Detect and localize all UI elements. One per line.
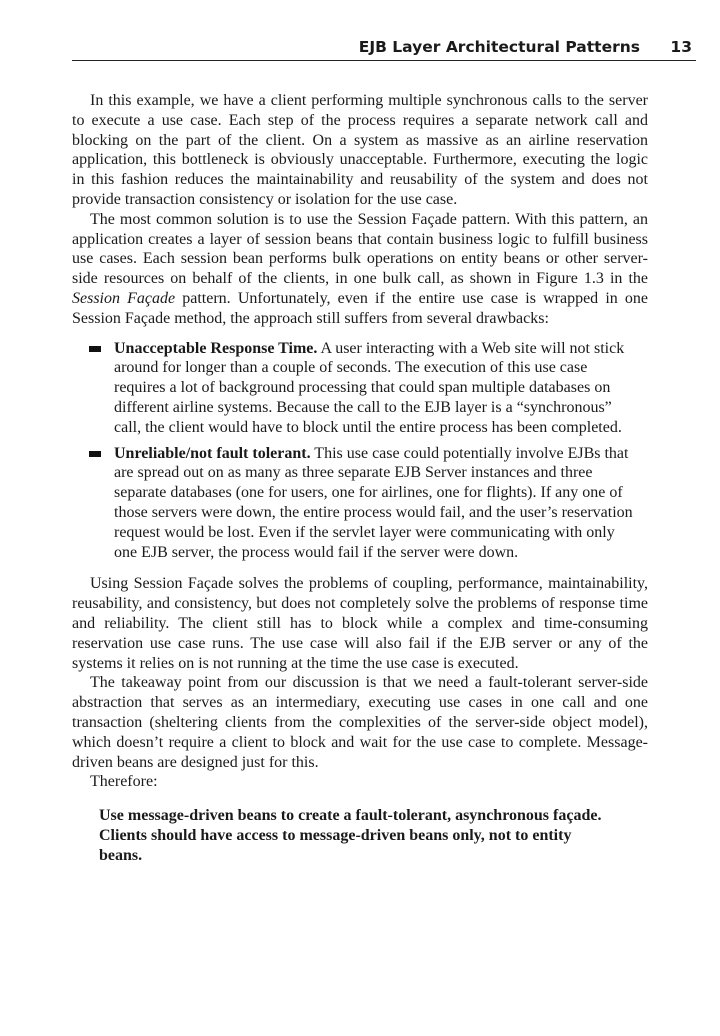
paragraph-intro-2: [72, 210, 648, 329]
paragraph-therefore: Therefore:: [90, 773, 158, 791]
bullet-square-icon: [89, 451, 101, 457]
paragraph-after-1: Using Session Façade solves the problems of coupling, performance, maintainability, reusability, and consistency, but does not completely solve the problems of response time and reliability. The client still has to block while a complex and time-consuming reservation use case runs. The use case will also fail if the EJB server or any of the systems it relies on is not running at the time the use case is executed.: [72, 575, 648, 672]
list-item-text: A user interacting with a Web site will not stick around for longer than a couple of seconds. The execution of this use case requires a lot of background processing that could span multiple databases on different airline systems. Because the call to the EJB layer is a “synchronous” call, the client would have to block until the entire process has been completed.: [114, 339, 625, 436]
drawbacks-list: [72, 339, 648, 563]
paragraph-intro-2-after: pattern. Unfortunately, even if the entire use case is wrapped in one Session Façade method, the approach still suffers from several drawbacks:: [72, 289, 648, 327]
page-number: 13: [670, 38, 692, 56]
running-header: [72, 36, 696, 61]
paragraph-intro-2-before: The most common solution is to use the Session Façade pattern. With this pattern, an application creates a layer of session beans that contain business logic to fulfill business use cases. Each session bean performs bulk operations on entity beans or other server-side resources on behalf of the clients, in one bulk call, as shown in Figure 1.3 in the: [72, 210, 648, 288]
pattern-conclusion: Use message-driven beans to create a fault-tolerant, asynchronous façade. Clients should have access to message-driven beans only, not to entity beans.: [99, 807, 602, 864]
page-body: [72, 91, 648, 865]
bullet-square-icon: [89, 346, 101, 352]
list-item-text: This use case could potentially involve EJBs that are spread out on as many as three separate EJB Server instances and three separate databases (one for users, one for airlines, one for flights). If any one of those servers were down, the entire process would fail, and the user’s reservation request would be lost. Even if the servlet layer were communicating with only one EJB server, the process would fail if the server were down.: [114, 444, 633, 561]
list-item: [114, 339, 648, 438]
list-item: [114, 444, 648, 563]
list-item-lead: Unacceptable Response Time.: [114, 339, 318, 357]
paragraph-intro-1: In this example, we have a client performing multiple synchronous calls to the server to execute a use case. Each step of the process requires a separate network call and blocking on the part of the client. On a system as massive as an airline reservation application, this bottleneck is obviously unacceptable. Furthermore, executing the logic in this fashion reduces the maintainability and reusability of the system and does not provide transaction consistency or isolation for the use case.: [72, 92, 648, 208]
pattern-name-italic: Session Façade: [72, 289, 176, 307]
paragraph-after-2: The takeaway point from our discussion is that we need a fault-tolerant server-side abstraction that serves as an intermediary, executing use cases in one call and one transaction (sheltering clients from the complexities of the server-side object model), which doesn’t require a client to block and wait for the use case to complete. Message-driven beans are designed just for this.: [72, 674, 648, 771]
list-item-lead: Unreliable/not fault tolerant.: [114, 444, 311, 462]
header-title: EJB Layer Architectural Patterns: [358, 38, 640, 56]
